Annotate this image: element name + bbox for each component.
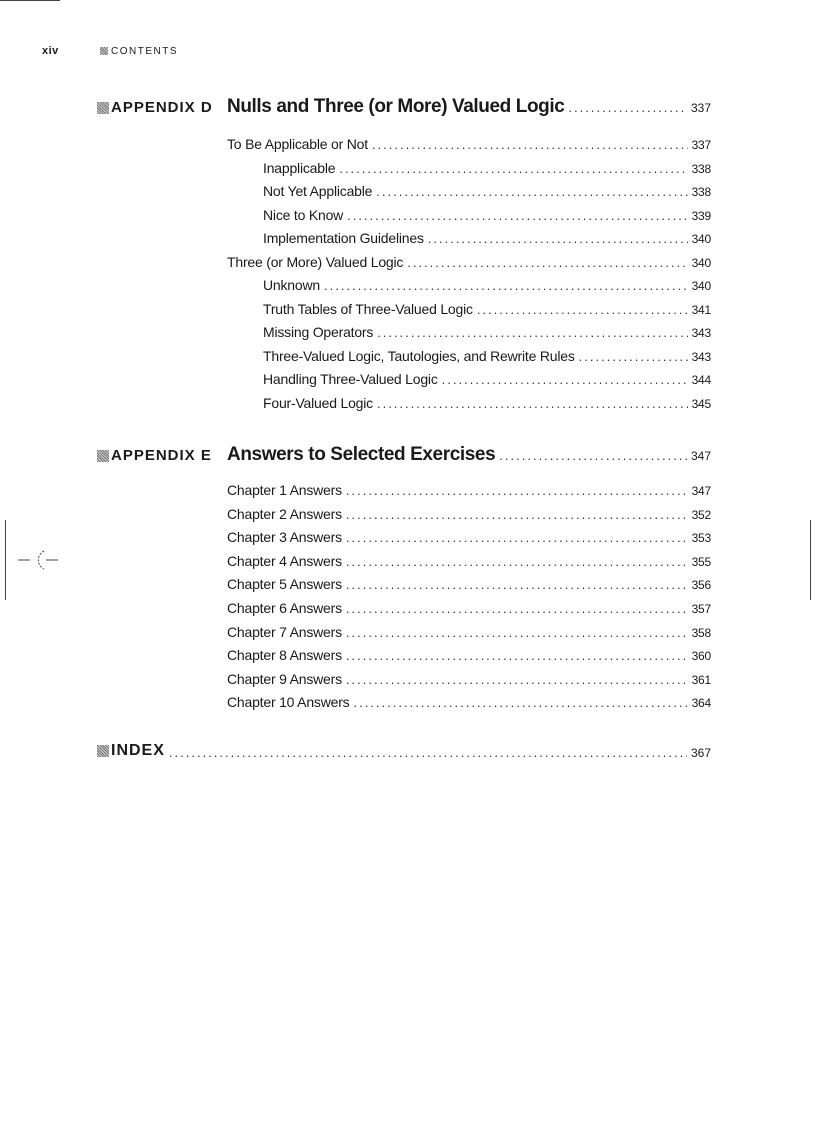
leader-dots <box>169 745 687 760</box>
toc-entry-page: 361 <box>691 672 711 687</box>
toc-entry[interactable] <box>227 506 711 522</box>
toc-entry[interactable] <box>263 324 711 340</box>
leader-dots <box>324 278 688 293</box>
leader-dots <box>346 483 688 498</box>
leader-dots <box>353 695 687 710</box>
toc-entry[interactable] <box>227 600 711 616</box>
appendix-d-page: 337 <box>690 101 711 115</box>
toc-entry-title: Chapter 7 Answers <box>227 623 342 640</box>
toc-entry[interactable] <box>227 136 711 152</box>
toc-entry-page: 340 <box>691 255 711 270</box>
leader-dots <box>377 325 687 340</box>
toc-entry-page: 338 <box>691 185 711 199</box>
running-head <box>42 45 178 57</box>
index-label <box>97 742 165 760</box>
crop-mark-top <box>0 0 60 1</box>
toc-entry-title: Chapter 10 Answers <box>227 694 350 711</box>
leader-dots <box>568 100 687 115</box>
toc-entry[interactable] <box>227 694 711 710</box>
appendix-e-label-text: APPENDIX E <box>111 447 212 464</box>
toc-entry-page: 337 <box>691 138 711 152</box>
running-title <box>100 46 178 57</box>
toc-entry-title: Three-Valued Logic, Tautologies, and Rewrite Rules <box>263 347 575 364</box>
leader-dots <box>499 448 687 463</box>
index-page: 367 <box>690 746 711 760</box>
appendix-d-title: Nulls and Three (or More) Valued Logic <box>227 96 565 117</box>
leader-dots <box>376 184 687 199</box>
toc-entry-title: Three (or More) Valued Logic <box>227 253 404 270</box>
toc-entry[interactable] <box>227 624 711 640</box>
square-bullet-icon <box>97 450 109 462</box>
leader-dots <box>346 625 688 640</box>
toc-entry-title: Chapter 4 Answers <box>227 552 342 569</box>
toc-entry-page: 356 <box>691 578 711 593</box>
toc-entry-title: To Be Applicable or Not <box>227 136 368 152</box>
square-bullet-icon <box>100 47 108 55</box>
toc-entry-page: 339 <box>691 208 711 223</box>
toc-entry-title: Chapter 9 Answers <box>227 670 342 687</box>
leader-dots <box>347 208 687 223</box>
toc-entry[interactable] <box>227 671 711 687</box>
toc-entry-page: 345 <box>691 396 711 411</box>
toc-entry-title: Chapter 2 Answers <box>227 505 342 522</box>
toc-entry-title: Chapter 5 Answers <box>227 576 342 593</box>
toc-entry-page: 353 <box>691 531 711 546</box>
toc-entry[interactable] <box>263 348 711 364</box>
toc-entry[interactable] <box>263 160 711 176</box>
toc-entry-title: Handling Three-Valued Logic <box>263 371 438 387</box>
crop-mark-left <box>5 520 6 600</box>
leader-dots <box>579 349 688 364</box>
square-bullet-icon <box>97 745 109 757</box>
toc-entry-title: Missing Operators <box>263 324 374 340</box>
leader-dots <box>346 601 688 616</box>
leader-dots <box>346 672 688 687</box>
index-label-text: INDEX <box>111 742 165 759</box>
toc-entry-title: Chapter 8 Answers <box>227 647 342 664</box>
toc-entry[interactable] <box>263 230 711 246</box>
leader-dots <box>346 530 688 545</box>
leader-dots <box>442 372 688 387</box>
index-line[interactable] <box>97 742 711 760</box>
appendix-e-title: Answers to Selected Exercises <box>227 444 496 465</box>
toc-entry[interactable] <box>227 482 711 498</box>
toc-entry[interactable] <box>263 301 711 317</box>
toc-entry[interactable] <box>227 529 711 545</box>
toc-entry[interactable] <box>227 553 711 569</box>
appendix-d-label-text: APPENDIX D <box>111 99 213 116</box>
toc-entry-title: Four-Valued Logic <box>263 394 373 411</box>
registration-mark-icon <box>18 548 58 572</box>
leader-dots <box>407 255 687 270</box>
toc-entry[interactable] <box>263 183 711 199</box>
toc-entry-page: 357 <box>691 602 711 616</box>
toc-entry-page: 343 <box>691 326 711 340</box>
toc-entry-title: Chapter 6 Answers <box>227 600 342 616</box>
square-bullet-icon <box>97 102 109 114</box>
toc-entry-page: 360 <box>691 649 711 664</box>
toc-entry[interactable] <box>263 371 711 387</box>
toc-entry[interactable] <box>263 395 711 411</box>
appendix-e-label <box>97 447 212 464</box>
toc-entry[interactable] <box>227 254 711 270</box>
toc-entry-page: 341 <box>691 302 711 317</box>
toc-entry-page: 347 <box>691 484 711 498</box>
appendix-d-label <box>97 99 213 116</box>
appendix-e-title-line[interactable] <box>227 444 711 466</box>
appendix-e-page: 347 <box>690 449 711 463</box>
toc-entry-title: Truth Tables of Three-Valued Logic <box>263 300 473 317</box>
toc-entry-page: 358 <box>691 625 711 640</box>
toc-entry-page: 344 <box>691 373 711 387</box>
toc-entry[interactable] <box>263 277 711 293</box>
toc-entry[interactable] <box>263 207 711 223</box>
leader-dots <box>346 648 688 663</box>
page-folio: xiv <box>42 45 59 57</box>
toc-entry-page: 340 <box>691 279 711 293</box>
toc-entry-title: Not Yet Applicable <box>263 183 373 199</box>
toc-entry-title: Inapplicable <box>263 159 336 176</box>
toc-entry-page: 352 <box>691 507 711 522</box>
toc-entry-title: Unknown <box>263 277 320 293</box>
toc-entry-page: 343 <box>691 349 711 364</box>
leader-dots <box>428 231 688 246</box>
leader-dots <box>477 302 688 317</box>
leader-dots <box>346 577 688 592</box>
toc-entry-title: Nice to Know <box>263 206 344 223</box>
leader-dots <box>346 554 688 569</box>
crop-mark-right <box>810 520 811 600</box>
leader-dots <box>372 137 688 152</box>
toc-entry-title: Implementation Guidelines <box>263 230 424 246</box>
running-title-text: CONTENTS <box>111 45 178 57</box>
leader-dots <box>339 161 687 176</box>
toc-entry[interactable] <box>227 576 711 592</box>
toc-entry-page: 364 <box>691 696 711 711</box>
appendix-d-title-line[interactable] <box>227 96 711 118</box>
toc-entry-page: 338 <box>691 161 711 176</box>
toc-entry-page: 355 <box>691 554 711 569</box>
leader-dots <box>346 507 688 522</box>
leader-dots <box>377 396 688 411</box>
toc-entry[interactable] <box>227 647 711 663</box>
toc-entry-title: Chapter 1 Answers <box>227 482 342 498</box>
toc-entry-title: Chapter 3 Answers <box>227 529 342 546</box>
toc-entry-page: 340 <box>691 232 711 246</box>
